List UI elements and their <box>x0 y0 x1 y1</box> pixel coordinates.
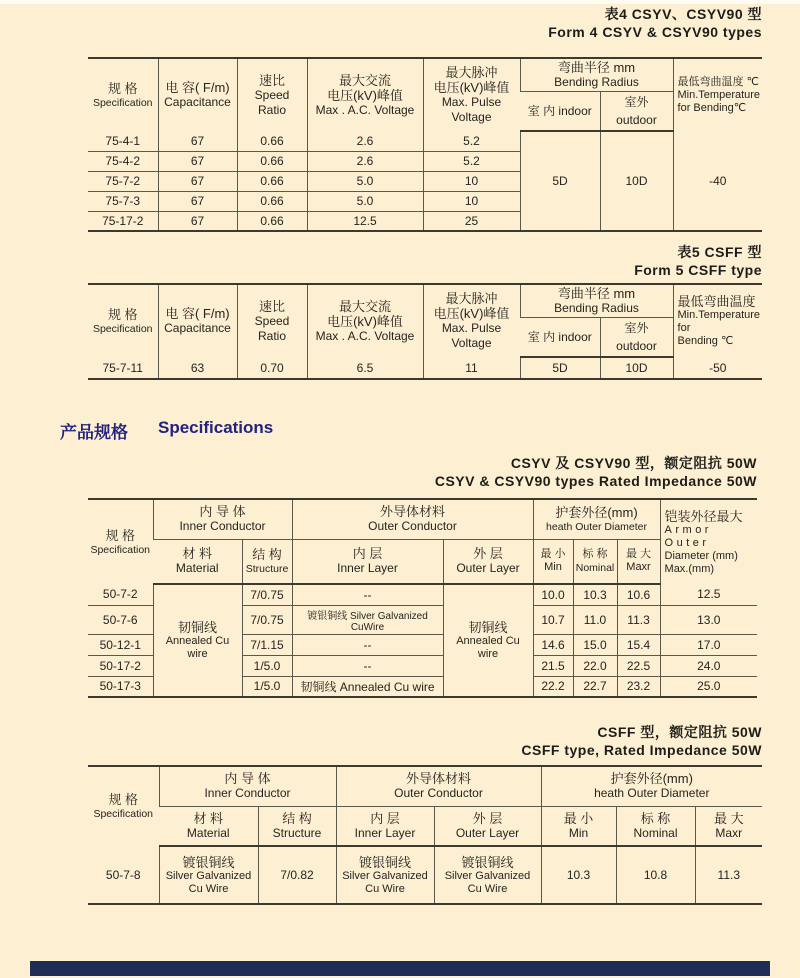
form4-header-row-1 <box>88 58 762 92</box>
cell-pulse: 11 <box>423 357 520 379</box>
csyv-col-material: 材 料 Material <box>153 539 242 584</box>
cell-material-merged: 韧铜线 Annealed Cu wire <box>153 584 242 697</box>
form5-col-bending-radius: 弯曲半径 mm Bending Radius <box>520 284 673 318</box>
csyv-table-wrap <box>88 498 757 698</box>
cell-spec: 75-7-2 <box>88 171 158 191</box>
cell-nominal: 22.0 <box>573 655 617 676</box>
cell-spec: 75-4-2 <box>88 151 158 171</box>
cell-capacitance: 67 <box>158 191 237 211</box>
cell-spec: 75-17-2 <box>88 211 158 231</box>
csff-group-outer-conductor: 外导体材料 Outer Conductor <box>336 766 541 806</box>
cell-outer-layer: 镀银铜线 Silver Galvanized Cu Wire <box>434 846 541 904</box>
csyv-col-max: 最 大 Maxr <box>617 539 660 584</box>
form5-header-row-1 <box>88 284 762 318</box>
table-row <box>88 846 762 904</box>
cell-armor: 25.0 <box>660 676 757 697</box>
csyv-title-zh: CSYV 及 CSYV90 型，额定阻抗 50W <box>510 455 757 471</box>
form4-col-max-pulse-voltage: 最大脉冲 电压(kV)峰值 Max. Pulse Voltage <box>423 58 520 131</box>
cell-speed: 0.66 <box>237 151 307 171</box>
csyv-title <box>300 454 757 490</box>
cell-structure: 7/0.75 <box>242 605 292 634</box>
cell-structure: 1/5.0 <box>242 676 292 697</box>
csyv-group-inner-conductor: 内 导 体 Inner Conductor <box>153 499 292 539</box>
cell-spec: 75-7-11 <box>102 360 143 375</box>
cell-inner-layer: -- <box>292 655 443 676</box>
cell-pulse: 10 <box>423 191 520 211</box>
form5-title <box>300 243 762 279</box>
cell-ac: 5.0 <box>307 171 423 191</box>
cell-min: 22.2 <box>533 676 573 697</box>
cell-outdoor: 10D <box>600 357 673 379</box>
cell-speed: 0.66 <box>237 211 307 231</box>
form5-col-speed-ratio: 速比 Speed Ratio <box>237 284 307 357</box>
csff-group-inner-conductor: 内 导 体 Inner Conductor <box>159 766 336 806</box>
cell-nominal: 11.0 <box>573 605 617 634</box>
form4-col-speed-ratio: 速比 Speed Ratio <box>237 58 307 131</box>
cell-inner-layer: -- <box>292 634 443 655</box>
cell-ac: 12.5 <box>307 211 423 231</box>
cell-spec: 50-7-8 <box>105 867 141 882</box>
cell-ac: 6.5 <box>307 357 423 379</box>
form5-title-zh: 表5 CSFF 型 <box>677 244 762 260</box>
form5-title-en: Form 5 CSFF type <box>634 262 762 278</box>
cell-spec: 50-17-3 <box>88 676 153 697</box>
cell-spec: 75-4-1 <box>105 133 141 148</box>
csyv-table <box>88 498 757 698</box>
cell-speed: 0.70 <box>237 357 307 379</box>
table-row <box>88 584 757 605</box>
cell-min: 10.3 <box>541 846 616 904</box>
page-top-edge <box>0 0 800 4</box>
csff-title-zh: CSFF 型，额定阻抗 50W <box>597 724 762 740</box>
form4-col-outdoor: 室外 outdoor <box>600 92 673 132</box>
csff-col-max: 最 大 Maxr <box>695 806 762 846</box>
cell-spec: 75-7-3 <box>88 191 158 211</box>
cell-max: 15.4 <box>617 634 660 655</box>
csff-title-en: CSFF type, Rated Impedance 50W <box>521 742 762 758</box>
cell-outer-layer-merged: 韧铜线 Annealed Cu wire <box>443 584 533 697</box>
csff-table <box>88 765 762 905</box>
csyv-col-outer-layer: 外 层 Outer Layer <box>443 539 533 584</box>
cell-inner-layer: 镀银铜线 Silver Galvanized CuWire <box>292 605 443 634</box>
csff-col-inner-layer: 内 层 Inner Layer <box>336 806 434 846</box>
csff-header-row-2 <box>88 806 762 846</box>
csyv-col-spec: 规 格 Specification <box>90 527 151 556</box>
cell-capacitance: 67 <box>158 211 237 231</box>
cell-spec: 50-12-1 <box>88 634 153 655</box>
cell-armor: 12.5 <box>660 584 757 605</box>
csff-col-material: 材 料 Material <box>159 806 258 846</box>
cell-capacitance: 67 <box>158 131 237 151</box>
cell-speed: 0.66 <box>237 171 307 191</box>
cell-max: 10.6 <box>617 584 660 605</box>
form4-title-zh: 表4 CSYV、CSYV90 型 <box>604 6 762 22</box>
section-heading-en: Specifications <box>158 418 274 437</box>
table-row <box>88 357 762 379</box>
cell-inner-layer: -- <box>292 584 443 605</box>
cell-speed: 0.66 <box>237 131 307 151</box>
form5-col-capacitance: 电 容( F/m) Capacitance <box>158 284 237 357</box>
csyv-title-en: CSYV & CSYV90 types Rated Impedance 50W <box>434 473 757 489</box>
csff-col-min: 最 小 Min <box>541 806 616 846</box>
csyv-group-sheath-diameter: 护套外径(mm) heath Outer Diameter <box>533 499 660 539</box>
cell-armor: 17.0 <box>660 634 757 655</box>
cell-capacitance: 63 <box>158 357 237 379</box>
cell-structure: 7/1.15 <box>242 634 292 655</box>
cell-outdoor-merged: 10D <box>600 131 673 231</box>
form4-col-max-ac-voltage: 最大交流 电压(kV)峰值 Max . A.C. Voltage <box>307 58 423 131</box>
form5-col-max-pulse-voltage: 最大脉冲 电压(kV)峰值 Max. Pulse Voltage <box>423 284 520 357</box>
form5-col-spec: 规 格 Specification <box>92 306 153 335</box>
form4-title <box>200 5 762 41</box>
cell-structure: 7/0.75 <box>242 584 292 605</box>
csyv-col-min: 最 小 Min <box>533 539 573 584</box>
form5-col-indoor: 室 内 indoor <box>520 318 600 358</box>
cell-inner-layer: 镀银铜线 Silver Galvanized Cu Wire <box>336 846 434 904</box>
cell-structure: 1/5.0 <box>242 655 292 676</box>
cell-ac: 2.6 <box>307 131 423 151</box>
cell-min: 14.6 <box>533 634 573 655</box>
form4-table <box>88 57 762 232</box>
cell-nominal: 10.8 <box>616 846 695 904</box>
cell-temp: -50 <box>673 357 762 379</box>
csff-col-outer-layer: 外 层 Outer Layer <box>434 806 541 846</box>
cell-pulse: 10 <box>423 171 520 191</box>
form5-col-outdoor: 室外 outdoor <box>600 318 673 358</box>
cell-nominal: 15.0 <box>573 634 617 655</box>
form5-col-min-temp: 最低弯曲温度 Min.Temperature for Bending ℃ <box>673 284 762 357</box>
cell-spec: 50-7-2 <box>102 587 138 602</box>
cell-max: 11.3 <box>617 605 660 634</box>
csff-title <box>300 723 762 759</box>
cell-indoor: 5D <box>520 357 600 379</box>
form5-col-max-ac-voltage: 最大交流 电压(kV)峰值 Max . A.C. Voltage <box>307 284 423 357</box>
form4-col-min-temp: 最低弯曲温度 ℃ Min.Temperature for Bending℃ <box>673 58 762 131</box>
csyv-col-armor-diameter: 铠装外径最大 Armor Outer Diameter (mm) Max.(mm) <box>660 499 757 584</box>
cell-pulse: 5.2 <box>423 151 520 171</box>
cell-inner-layer: 韧铜线 Annealed Cu wire <box>292 676 443 697</box>
csff-col-nominal: 标 称 Nominal <box>616 806 695 846</box>
cell-pulse: 25 <box>423 211 520 231</box>
cell-max: 11.3 <box>695 846 762 904</box>
section-heading <box>60 418 273 443</box>
cell-min: 10.7 <box>533 605 573 634</box>
section-heading-zh: 产品规格 <box>60 423 128 442</box>
csff-group-sheath-diameter: 护套外径(mm) heath Outer Diameter <box>541 766 762 806</box>
form4-title-en: Form 4 CSYV & CSYV90 types <box>548 24 762 40</box>
cell-min: 10.0 <box>533 584 573 605</box>
cell-material: 镀银铜线 Silver Galvanized Cu Wire <box>159 846 258 904</box>
csff-col-spec: 规 格 Specification <box>93 792 154 820</box>
cell-capacitance: 67 <box>158 171 237 191</box>
cell-max: 22.5 <box>617 655 660 676</box>
cell-speed: 0.66 <box>237 191 307 211</box>
csyv-header-row-1 <box>88 499 757 539</box>
csff-col-structure: 结 构 Structure <box>258 806 336 846</box>
form4-table-wrap <box>88 57 762 232</box>
csyv-group-outer-conductor: 外导体材料 Outer Conductor <box>292 499 533 539</box>
cell-indoor-merged: 5D <box>520 131 600 231</box>
form4-col-indoor: 室 内 indoor <box>520 92 600 132</box>
cell-armor: 13.0 <box>660 605 757 634</box>
cell-spec: 50-7-6 <box>88 605 153 634</box>
csff-header-row-1 <box>88 766 762 806</box>
cell-min: 21.5 <box>533 655 573 676</box>
form4-col-capacitance: 电 容( F/m) Capacitance <box>158 58 237 131</box>
cell-ac: 5.0 <box>307 191 423 211</box>
csyv-header-row-2 <box>88 539 757 584</box>
footer-decoration-bar <box>30 961 770 976</box>
cell-ac: 2.6 <box>307 151 423 171</box>
cell-structure: 7/0.82 <box>258 846 336 904</box>
cell-capacitance: 67 <box>158 151 237 171</box>
table-row <box>88 131 762 151</box>
cell-max: 23.2 <box>617 676 660 697</box>
form5-table <box>88 283 762 380</box>
csyv-col-nominal: 标 称 Nominal <box>573 539 617 584</box>
form5-table-wrap <box>88 283 762 380</box>
cell-pulse: 5.2 <box>423 131 520 151</box>
cell-nominal: 22.7 <box>573 676 617 697</box>
cell-temp-merged: -40 <box>673 131 762 231</box>
form4-col-spec: 规 格 Specification <box>92 80 153 109</box>
cell-armor: 24.0 <box>660 655 757 676</box>
cell-spec: 50-17-2 <box>88 655 153 676</box>
cell-nominal: 10.3 <box>573 584 617 605</box>
csyv-col-structure: 结 构 Structure <box>242 539 292 584</box>
csyv-col-inner-layer: 内 层 Inner Layer <box>292 539 443 584</box>
form4-col-bending-radius: 弯曲半径 mm Bending Radius <box>520 58 673 92</box>
csff-table-wrap <box>88 765 762 905</box>
